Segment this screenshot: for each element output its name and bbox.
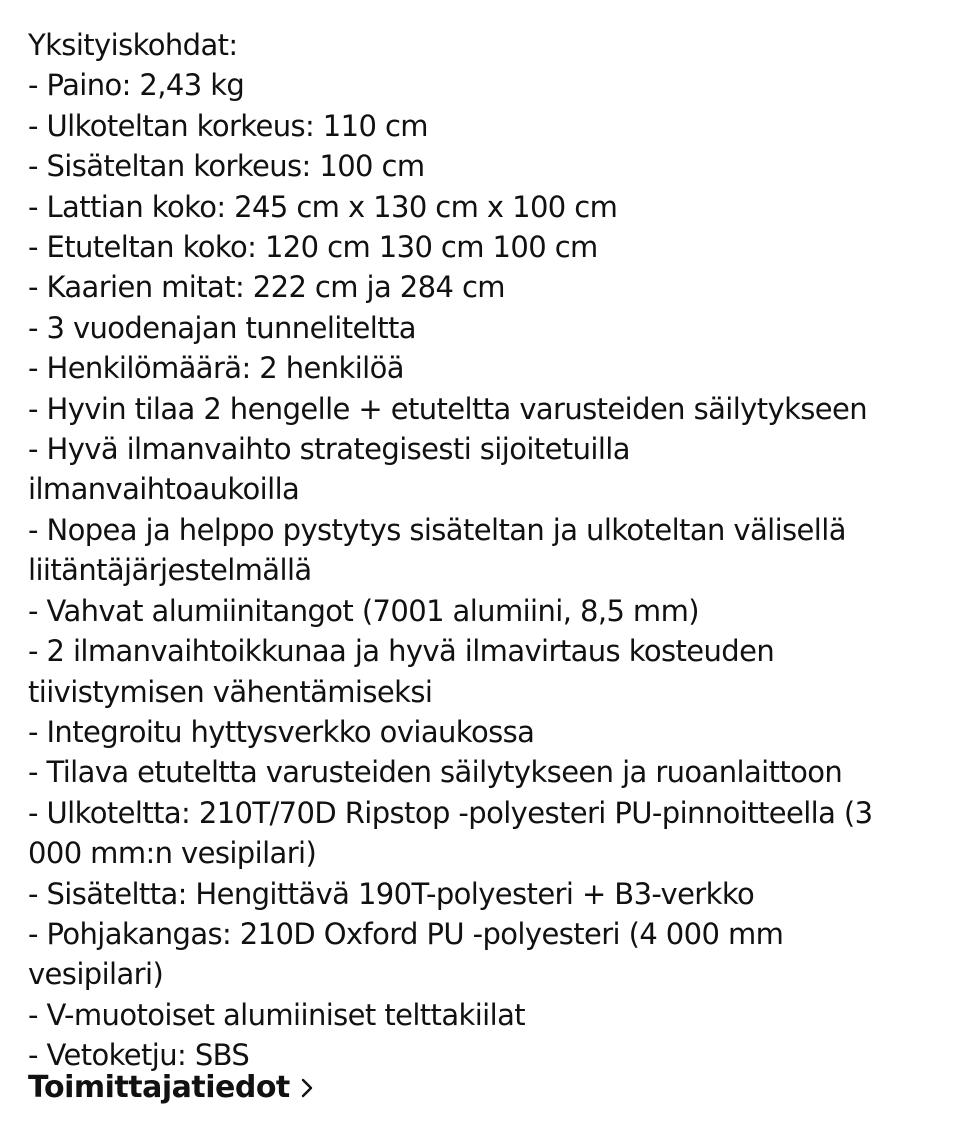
detail-line: - Ulkoteltta: 210T/70D Ripstop -polyesteri PU-pinnoitteella (3 [28, 795, 873, 830]
detail-line: - 2 ilmanvaihtoikkunaa ja hyvä ilmavirtaus kosteuden [28, 634, 775, 669]
detail-line: - Sisäteltta: Hengittävä 190T-polyesteri + B3-verkko [28, 876, 755, 911]
supplier-info-link[interactable] [28, 1068, 316, 1108]
detail-line: - 3 vuodenajan tunneliteltta [28, 310, 416, 345]
detail-line: liitäntäjärjestelmällä [28, 553, 312, 588]
supplier-info-label: Toimittajatiedot [28, 1070, 290, 1105]
detail-line: - Pohjakangas: 210D Oxford PU -polyesteri (4 000 mm [28, 916, 784, 951]
detail-line: tiivistymisen vähentämiseksi [28, 674, 433, 709]
detail-line: 000 mm:n vesipilari) [28, 836, 317, 871]
detail-line: - Lattian koko: 245 cm x 130 cm x 100 cm [28, 189, 618, 224]
detail-line: - Tilava etuteltta varusteiden säilytykseen ja ruoanlaittoon [28, 755, 843, 790]
detail-line: ilmanvaihtoaukoilla [28, 472, 300, 507]
detail-line: - Etuteltan koko: 120 cm 130 cm 100 cm [28, 230, 598, 265]
detail-line: - Vahvat alumiinitangot (7001 alumiini, 8,5 mm) [28, 593, 699, 628]
detail-line: - Henkilömäärä: 2 henkilöä [28, 351, 404, 386]
detail-line: vesipilari) [28, 957, 164, 992]
product-details [28, 25, 938, 1076]
detail-line: - Ulkoteltan korkeus: 110 cm [28, 108, 428, 143]
detail-line: - Paino: 2,43 kg [28, 68, 245, 103]
detail-line: - Kaarien mitat: 222 cm ja 284 cm [28, 270, 505, 305]
detail-line: - Vetoketju: SBS [28, 1038, 250, 1073]
detail-line: - Sisäteltan korkeus: 100 cm [28, 149, 425, 184]
chevron-right-icon [298, 1076, 316, 1100]
detail-line: - Hyvä ilmanvaihto strategisesti sijoitetuilla [28, 432, 630, 467]
detail-line: - V-muotoiset alumiiniset telttakiilat [28, 997, 526, 1032]
detail-line: - Integroitu hyttysverkko oviaukossa [28, 714, 535, 749]
detail-line: - Hyvin tilaa 2 hengelle + etuteltta varusteiden säilytykseen [28, 391, 868, 426]
detail-line: - Nopea ja helppo pystytys sisäteltan ja ulkoteltan välisellä [28, 512, 846, 547]
details-heading: Yksityiskohdat: [28, 28, 238, 62]
